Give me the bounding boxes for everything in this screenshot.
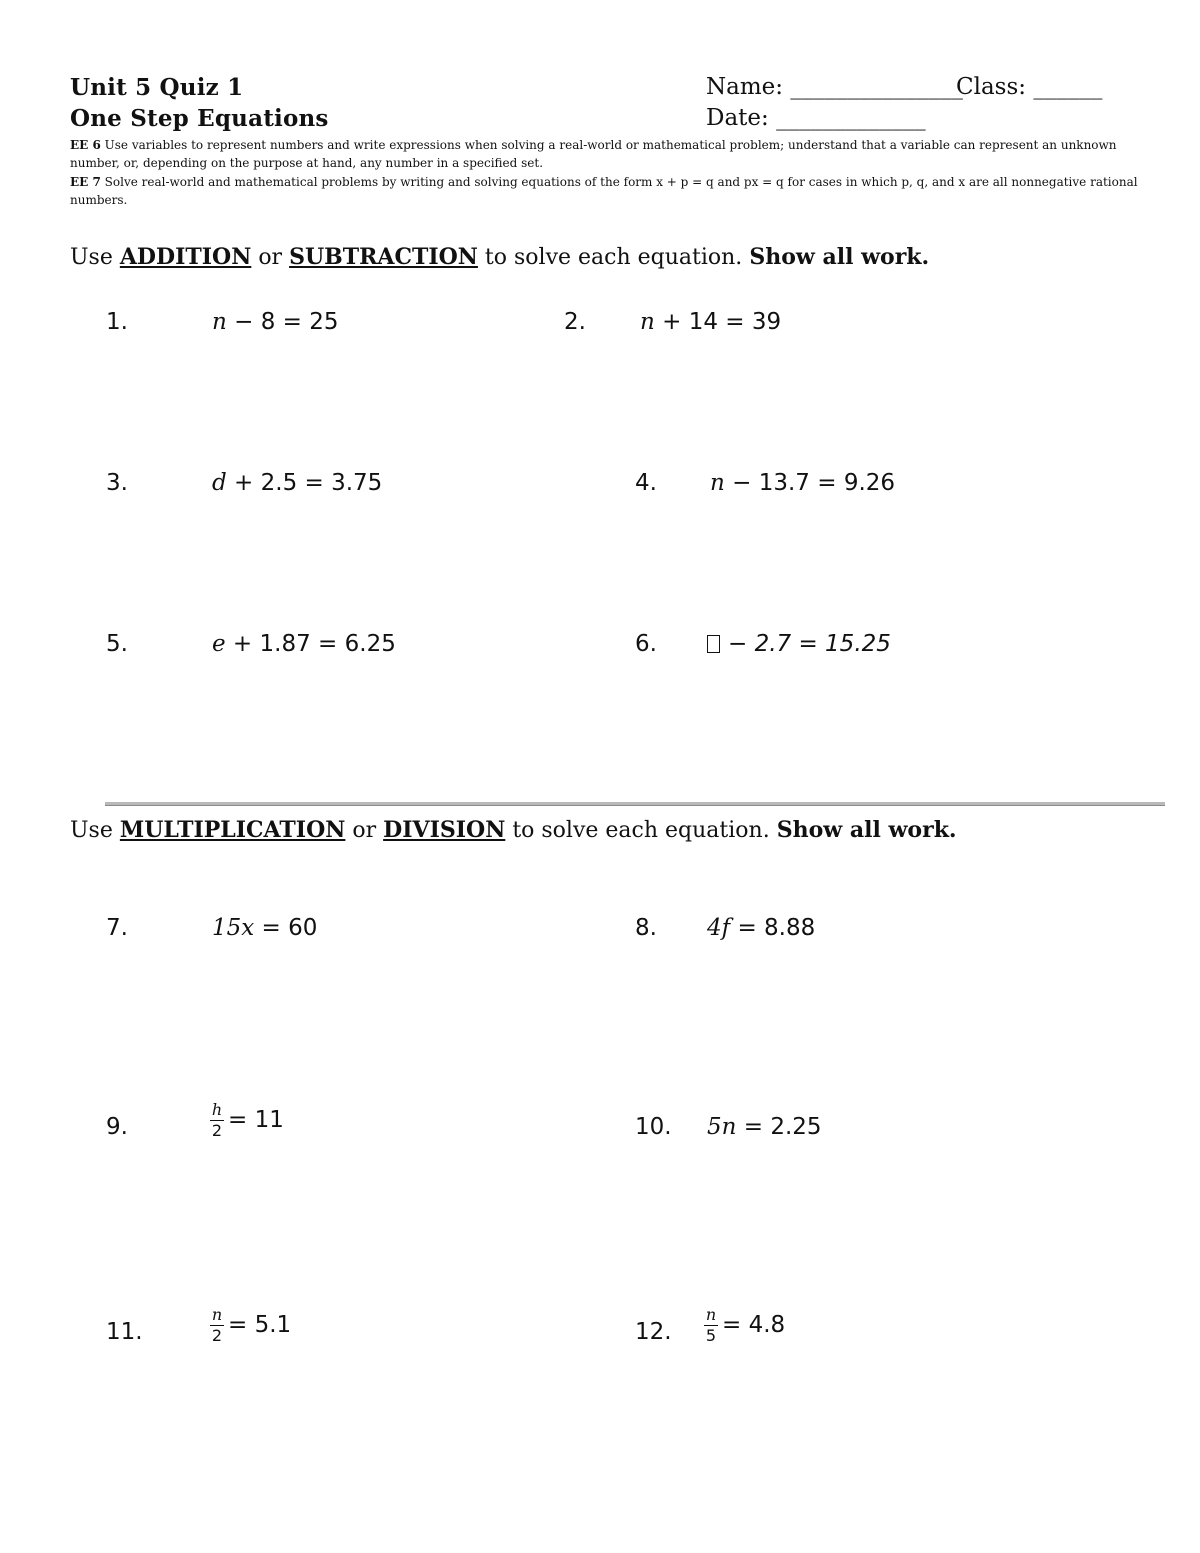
standard-text: Solve real-world and mathematical problems by writing and solving equations of the form x + p = q and px = q for cases in which p, q, and x are all nonnegative rational numbers. — [70, 175, 1138, 207]
problem-equation — [212, 309, 339, 335]
instruction-text: to solve each equation. — [512, 818, 770, 843]
problem-equation — [210, 1307, 291, 1344]
problem-equation — [212, 470, 382, 496]
problem-number: 12. — [635, 1319, 672, 1345]
instruction-text: or — [258, 245, 283, 270]
problem-equation — [710, 470, 895, 496]
problem-equation — [640, 309, 781, 335]
denominator: 5 — [705, 1326, 717, 1345]
date-field[interactable]: Date: _____________ — [706, 105, 926, 131]
instruction-text: or — [352, 818, 377, 843]
numerator: h — [211, 1100, 223, 1119]
instruction-text: Use — [70, 818, 113, 843]
variable: d — [212, 470, 227, 496]
variable: n — [212, 309, 227, 335]
show-work-text: Show all work. — [776, 817, 957, 843]
problem-equation — [210, 1102, 284, 1139]
variable: n — [710, 470, 725, 496]
problem-number: 1. — [106, 309, 128, 335]
problem-number: 9. — [106, 1114, 128, 1140]
keyword-multiplication: MULTIPLICATION — [119, 817, 346, 843]
problem-equation — [707, 1114, 822, 1140]
problem-number: 8. — [635, 915, 657, 941]
standard-text: Use variables to represent numbers and write expressions when solving a real-world or mathematical problem; understand that a variable can represent an unknown number, or, depending on the purpose at hand, any number in a specified set. — [70, 138, 1117, 170]
equation-rest: = 2.25 — [736, 1114, 822, 1140]
instruction-text: Use — [70, 245, 113, 270]
variable: 4f — [707, 915, 731, 941]
equation-rest: − 8 = 25 — [226, 309, 339, 335]
problem-number: 10. — [635, 1114, 672, 1140]
problem-number: 4. — [635, 470, 657, 496]
equation-rest: + 2.5 = 3.75 — [226, 470, 383, 496]
numerator: n — [705, 1305, 717, 1324]
missing-glyph-box — [707, 635, 720, 653]
equation-rest: = 5.1 — [228, 1312, 292, 1338]
instruction-text: to solve each equation. — [484, 245, 743, 270]
equation-rest: + 14 = 39 — [654, 309, 782, 335]
keyword-addition: ADDITION — [119, 244, 252, 270]
section2-instruction — [70, 817, 957, 843]
numerator: n — [211, 1305, 223, 1324]
section1-instruction — [70, 244, 929, 270]
variable: 15x — [212, 915, 255, 941]
standard-ee6 — [70, 136, 1160, 172]
section-divider — [105, 802, 1165, 806]
problem-equation — [704, 1307, 785, 1344]
show-work-text: Show all work. — [749, 244, 930, 270]
equation-rest: − 2.7 = 15.25 — [728, 631, 891, 657]
equation-rest: = 11 — [228, 1107, 284, 1133]
quiz-title: Unit 5 Quiz 1 — [70, 74, 244, 101]
equation-rest: + 1.87 = 6.25 — [225, 631, 396, 657]
equation-rest: = 4.8 — [722, 1312, 786, 1338]
standard-code: EE 6 — [70, 138, 101, 152]
equation-rest: − 13.7 = 9.26 — [724, 470, 896, 496]
variable: 5n — [707, 1114, 737, 1140]
problem-number: 11. — [106, 1319, 143, 1345]
keyword-subtraction: SUBTRACTION — [289, 244, 478, 270]
variable: n — [640, 309, 655, 335]
problem-number: 6. — [635, 631, 657, 657]
problem-number: 3. — [106, 470, 128, 496]
fraction — [210, 1307, 224, 1344]
problem-number: 7. — [106, 915, 128, 941]
problem-equation — [707, 631, 891, 657]
name-field[interactable]: Name: _______________ — [706, 74, 963, 100]
fraction — [210, 1102, 224, 1139]
problem-equation — [707, 915, 815, 941]
fraction — [704, 1307, 718, 1344]
denominator: 2 — [211, 1121, 223, 1140]
standard-ee7 — [70, 173, 1160, 209]
equation-rest: = 60 — [254, 915, 318, 941]
equation-rest: = 8.88 — [730, 915, 816, 941]
problem-equation — [212, 915, 317, 941]
quiz-subtitle: One Step Equations — [70, 105, 329, 132]
variable: e — [212, 631, 226, 657]
keyword-division: DIVISION — [383, 817, 506, 843]
problem-number: 5. — [106, 631, 128, 657]
class-field[interactable]: Class: ______ — [956, 74, 1103, 100]
standard-code: EE 7 — [70, 175, 101, 189]
denominator: 2 — [211, 1326, 223, 1345]
problem-equation — [212, 631, 396, 657]
problem-number: 2. — [564, 309, 586, 335]
